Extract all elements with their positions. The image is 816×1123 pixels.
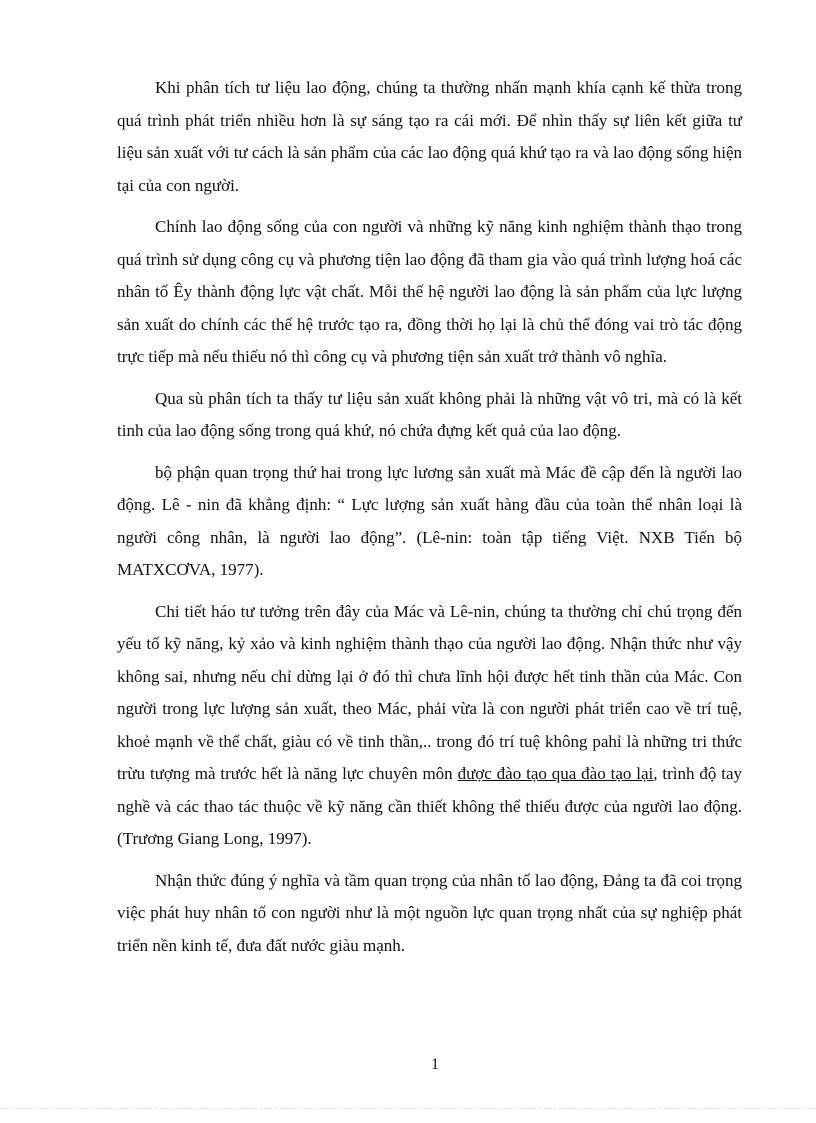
paragraph-5	[117, 596, 742, 856]
paragraph-5-text-before: Chi tiết háo tư tưởng trên đây của Mác và Lê-nin, chúng ta thường chỉ chú trọng đến yếu tố kỹ năng, kỷ xảo và kinh nghiệm thành thạo của người lao động. Nhận thức như vậy không sai, nhưng nếu chỉ dừng lại ở đó thì chưa lĩnh hội được hết tinh thần của Mác. Con người trong lực lượng sản xuất, theo Mác, phải vừa là con người phát triển cao về trí tuệ, khoẻ mạnh về thể chất, giàu có về tinh thần,.. trong đó trí tuệ không pahỉ là những tri thức trừu tượng mà trước hết là năng lực chuyên môn	[117, 601, 742, 783]
paragraph-3: Qua sù phân tích ta thấy tư liệu sản xuất không phải là những vật vô tri, mà có là kết tinh của lao động sống trong quá khứ, nó chứa đựng kết quả của lao động.	[117, 388, 742, 440]
page-bottom-divider	[0, 1108, 816, 1109]
underlined-phrase: được đào tạo qua đào tạo lại	[457, 764, 654, 783]
page-number: 1	[431, 1056, 439, 1073]
paragraph-2: Chính lao động sống của con người và những kỹ năng kinh nghiệm thành thạo trong quá trình sử dụng công cụ và phương tiện lao động đã tham gia vào quá trình lượng hoá các nhân tố Êy thành động lực vật chất. Mỗi thế hệ người lao động là sản phẩm của lực lượng sản xuất do chính các thế hệ trước tạo ra, đồng thời họ lại là chủ thể đóng vai trò tác động trực tiếp mà nếu thiếu nó thì công cụ và phương tiện sản xuất trở thành vô nghĩa.	[117, 217, 742, 366]
paragraph-4: bộ phận quan trọng thứ hai trong lực lương sản xuất mà Mác đề cập đến là người lao động. Lê - nin đã khẳng định: “ Lực lượng sản xuất hàng đầu của toàn thể nhân loại là người công nhân, là người lao động”. (Lê-nin: toàn tập tiếng Việt. NXB Tiến bộ MATXCƠVA, 1977).	[117, 462, 742, 579]
paragraph-1: Khi phân tích tư liệu lao động, chúng ta thường nhấn mạnh khía cạnh kế thừa trong quá trình phát triển nhiều hơn là sự sáng tạo ra cái mới. Để nhìn thấy sự liên kết giữa tư liệu sản xuất với tư cách là sản phẩm của các lao động quá khứ tạo ra và lao động sống hiện tại của con người.	[117, 78, 742, 195]
paragraph-5-text-after: , trình độ tay nghề và các thao tác thuộc về kỹ năng cần thiết không thể thiếu được của người lao động. (Trương Giang Long, 1997).	[117, 764, 742, 848]
paragraph-6: Nhận thức đúng ý nghĩa và tầm quan trọng của nhân tố lao động, Đảng ta đã coi trọng việc phát huy nhân tố con người như là một nguồn lực quan trọng nhất của sự nghiệp phát triển nền kinh tế, đưa đất nước giàu mạnh.	[117, 870, 742, 955]
document-page	[117, 72, 742, 971]
